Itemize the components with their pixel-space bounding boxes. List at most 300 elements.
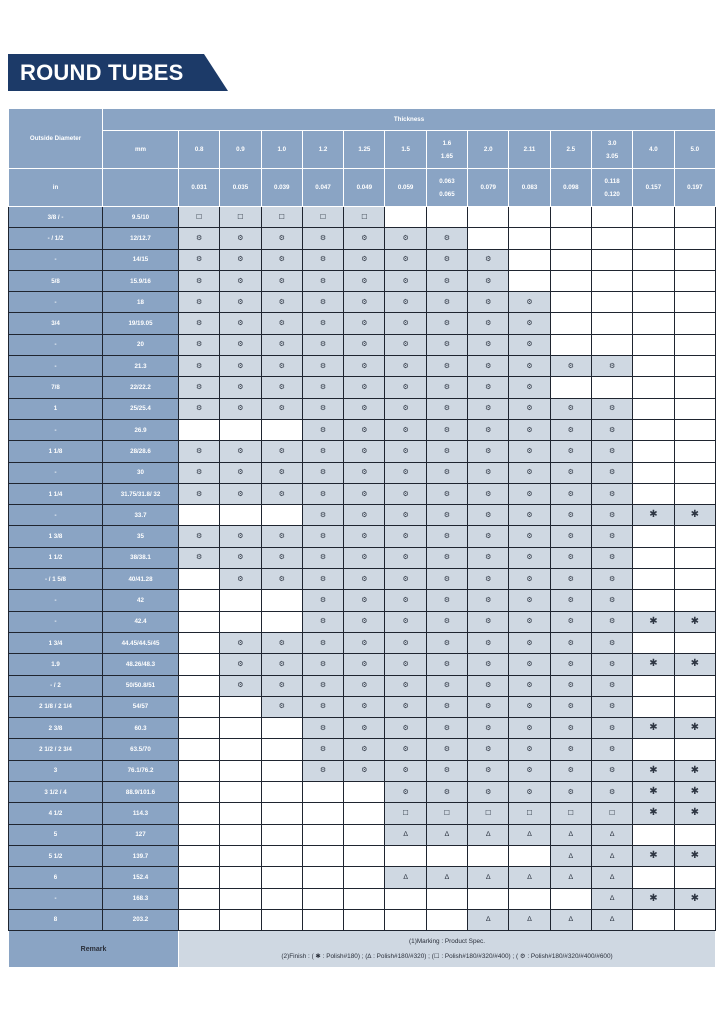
empty-cell [633, 590, 674, 611]
triangle-icon: ∆ [527, 916, 532, 924]
gear-icon: ⚙ [278, 298, 285, 306]
empty-cell [633, 696, 674, 717]
gear-icon: ⚙ [567, 596, 574, 604]
empty-cell [344, 888, 385, 909]
gear-icon: ⚙ [278, 682, 285, 690]
finish-cell [468, 462, 509, 483]
thickness-mm-header-value: 2.0 [483, 146, 493, 153]
finish-cell [385, 292, 426, 313]
gear-icon: ⚙ [237, 533, 244, 541]
gear-icon: ⚙ [608, 490, 616, 498]
empty-cell [302, 909, 343, 930]
row-mm-label: 12/12.7 [103, 228, 179, 249]
in-unit-spacer [103, 169, 179, 207]
row-mm-label: 22/22.2 [103, 377, 179, 398]
row-mm-label: 42.4 [103, 611, 179, 632]
finish-cell [385, 249, 426, 270]
finish-cell [220, 462, 261, 483]
row-inch-label: 1 1/8 [9, 441, 103, 462]
empty-cell [674, 356, 716, 377]
gear-icon: ⚙ [567, 703, 574, 711]
gear-icon: ⚙ [237, 320, 244, 328]
row-inch-label: 1 [9, 398, 103, 419]
table-row [9, 207, 716, 228]
finish-cell [385, 228, 426, 249]
finish-cell [179, 270, 220, 291]
empty-cell [674, 419, 716, 440]
gear-icon: ⚙ [402, 447, 409, 455]
row-inch-label: - [9, 590, 103, 611]
star-icon: ✱ [690, 764, 699, 776]
finish-cell [179, 526, 220, 547]
empty-cell [468, 228, 509, 249]
gear-icon: ⚙ [319, 575, 327, 583]
empty-cell [220, 611, 261, 632]
gear-icon: ⚙ [608, 596, 616, 604]
empty-cell [220, 590, 261, 611]
star-icon: ✱ [649, 509, 658, 521]
gear-icon: ⚙ [361, 490, 368, 498]
empty-cell [633, 547, 674, 568]
finish-cell [344, 228, 385, 249]
finish-cell [385, 760, 426, 781]
gear-icon: ⚙ [237, 256, 244, 264]
empty-cell [385, 207, 426, 228]
gear-icon: ⚙ [526, 426, 533, 434]
finish-cell [591, 547, 632, 568]
finish-cell [550, 803, 591, 824]
table-row [9, 505, 716, 526]
finish-cell [261, 249, 302, 270]
finish-cell [302, 760, 343, 781]
star-icon: ✱ [690, 722, 699, 734]
empty-cell [591, 313, 632, 334]
finish-cell [591, 356, 632, 377]
finish-cell [261, 356, 302, 377]
gear-icon: ⚙ [278, 277, 285, 285]
empty-cell [674, 292, 716, 313]
gear-icon: ⚙ [278, 554, 285, 562]
finish-cell [591, 505, 632, 526]
finish-cell [426, 867, 467, 888]
row-inch-label: 6 [9, 867, 103, 888]
finish-cell [674, 782, 716, 803]
gear-icon: ⚙ [361, 277, 368, 285]
gear-icon: ⚙ [567, 788, 574, 796]
thickness-in-header-value: 0.049 [356, 184, 373, 191]
row-inch-label: - / 2 [9, 675, 103, 696]
empty-cell [179, 718, 220, 739]
triangle-icon: ∆ [486, 831, 491, 839]
row-mm-label: 42 [103, 590, 179, 611]
empty-cell [468, 207, 509, 228]
gear-icon: ⚙ [485, 660, 492, 668]
finish-cell [385, 547, 426, 568]
gear-icon: ⚙ [278, 469, 285, 477]
gear-icon: ⚙ [361, 724, 368, 732]
finish-cell [220, 270, 261, 291]
thickness-in-header-value: 0.063 [439, 177, 455, 185]
empty-cell [179, 611, 220, 632]
empty-cell [179, 867, 220, 888]
finish-cell [633, 505, 674, 526]
empty-cell [179, 654, 220, 675]
finish-cell [674, 888, 716, 909]
empty-cell [550, 377, 591, 398]
gear-icon: ⚙ [402, 533, 409, 541]
gear-icon: ⚙ [278, 639, 285, 647]
gear-icon: ⚙ [361, 533, 368, 541]
finish-cell [509, 632, 550, 653]
finish-cell [261, 228, 302, 249]
empty-cell [674, 696, 716, 717]
finish-cell [302, 739, 343, 760]
empty-cell [633, 739, 674, 760]
finish-cell [261, 547, 302, 568]
empty-cell [674, 824, 716, 845]
empty-cell [633, 462, 674, 483]
thickness-in-header-value: 0.047 [315, 184, 331, 191]
table-row [9, 739, 716, 760]
finish-cell [591, 611, 632, 632]
row-mm-label: 26.9 [103, 419, 179, 440]
row-mm-label: 19/19.05 [103, 313, 179, 334]
empty-cell [633, 398, 674, 419]
thickness-in-header-value: 0.083 [521, 184, 538, 191]
finish-cell [344, 611, 385, 632]
finish-cell [261, 569, 302, 590]
row-inch-label: - [9, 419, 103, 440]
table-row [9, 270, 716, 291]
gear-icon: ⚙ [319, 277, 327, 285]
empty-cell [633, 419, 674, 440]
gear-icon: ⚙ [402, 362, 409, 370]
triangle-icon: ∆ [486, 873, 491, 881]
thickness-mm-header [179, 131, 220, 169]
gear-icon: ⚙ [402, 575, 409, 583]
finish-cell [633, 611, 674, 632]
gear-icon: ⚙ [278, 384, 285, 392]
gear-icon: ⚙ [361, 426, 368, 434]
empty-cell [633, 867, 674, 888]
empty-cell [633, 270, 674, 291]
gear-icon: ⚙ [278, 362, 285, 370]
gear-icon: ⚙ [237, 554, 244, 562]
star-icon: ✱ [649, 892, 658, 904]
gear-icon: ⚙ [485, 277, 492, 285]
finish-cell [426, 292, 467, 313]
finish-cell [468, 718, 509, 739]
gear-icon: ⚙ [608, 618, 616, 626]
gear-icon: ⚙ [278, 341, 285, 349]
finish-cell [550, 462, 591, 483]
finish-cell [550, 909, 591, 930]
gear-icon: ⚙ [196, 554, 203, 562]
gear-icon: ⚙ [402, 256, 409, 264]
empty-cell [633, 675, 674, 696]
gear-icon: ⚙ [237, 447, 244, 455]
finish-cell [509, 462, 550, 483]
thickness-mm-header-value: 0.8 [194, 146, 204, 153]
gear-icon: ⚙ [402, 596, 409, 604]
finish-cell [385, 377, 426, 398]
finish-cell [550, 398, 591, 419]
triangle-icon: ∆ [609, 831, 615, 839]
gear-icon: ⚙ [196, 384, 203, 392]
square-icon: ☐ [237, 213, 244, 221]
empty-cell [591, 270, 632, 291]
gear-icon: ⚙ [485, 703, 492, 711]
finish-cell [302, 632, 343, 653]
gear-icon: ⚙ [526, 575, 533, 583]
gear-icon: ⚙ [608, 447, 616, 455]
gear-icon: ⚙ [567, 746, 574, 754]
empty-cell [179, 803, 220, 824]
thickness-mm-header-value: 1.5 [401, 146, 410, 153]
finish-cell [220, 356, 261, 377]
gear-icon: ⚙ [443, 384, 451, 392]
finish-cell [591, 675, 632, 696]
finish-cell [179, 292, 220, 313]
gear-icon: ⚙ [319, 724, 327, 732]
empty-cell [220, 505, 261, 526]
empty-cell [633, 292, 674, 313]
gear-icon: ⚙ [319, 554, 327, 562]
finish-cell [261, 632, 302, 653]
table-row [9, 441, 716, 462]
gear-icon: ⚙ [319, 703, 327, 711]
finish-cell [344, 590, 385, 611]
gear-icon: ⚙ [278, 703, 285, 711]
gear-icon: ⚙ [526, 596, 533, 604]
finish-cell [591, 909, 632, 930]
thickness-in-header [385, 169, 426, 207]
gear-icon: ⚙ [485, 447, 492, 455]
gear-icon: ⚙ [319, 298, 327, 306]
remark-text [179, 931, 716, 968]
finish-cell [220, 483, 261, 504]
finish-cell [550, 654, 591, 675]
gear-icon: ⚙ [526, 341, 533, 349]
finish-cell [591, 483, 632, 504]
empty-cell [220, 419, 261, 440]
empty-cell [261, 760, 302, 781]
finish-cell [302, 696, 343, 717]
gear-icon: ⚙ [485, 298, 492, 306]
gear-icon: ⚙ [196, 362, 203, 370]
finish-cell [220, 334, 261, 355]
gear-icon: ⚙ [196, 256, 203, 264]
empty-cell [261, 803, 302, 824]
row-mm-label: 31.75/31.8/ 32 [103, 483, 179, 504]
gear-icon: ⚙ [526, 682, 533, 690]
row-mm-label: 28/28.6 [103, 441, 179, 462]
empty-cell [674, 590, 716, 611]
table-row [9, 718, 716, 739]
finish-cell [385, 718, 426, 739]
gear-icon: ⚙ [608, 405, 616, 413]
finish-cell [179, 462, 220, 483]
row-mm-label: 18 [103, 292, 179, 313]
gear-icon: ⚙ [485, 554, 492, 562]
finish-cell [468, 419, 509, 440]
thickness-in-header-value: 0.059 [397, 184, 414, 191]
gear-icon: ⚙ [402, 341, 409, 349]
gear-icon: ⚙ [319, 596, 327, 604]
gear-icon: ⚙ [526, 618, 533, 626]
gear-icon: ⚙ [443, 724, 451, 732]
thickness-mm-header [261, 131, 302, 169]
finish-cell [344, 270, 385, 291]
finish-cell [426, 334, 467, 355]
row-inch-label: - [9, 611, 103, 632]
finish-cell [509, 313, 550, 334]
star-icon: ✱ [649, 658, 658, 670]
finish-cell [674, 760, 716, 781]
gear-icon: ⚙ [526, 384, 533, 392]
gear-icon: ⚙ [443, 575, 451, 583]
finish-cell [674, 718, 716, 739]
row-mm-label: 203.2 [103, 909, 179, 930]
thickness-in-header [468, 169, 509, 207]
gear-icon: ⚙ [526, 660, 533, 668]
empty-cell [674, 334, 716, 355]
finish-cell [220, 654, 261, 675]
gear-icon: ⚙ [485, 746, 492, 754]
row-inch-label: - [9, 356, 103, 377]
empty-cell [633, 249, 674, 270]
finish-cell [591, 696, 632, 717]
finish-cell [591, 419, 632, 440]
triangle-icon: ∆ [403, 873, 408, 881]
table-row [9, 228, 716, 249]
finish-cell [220, 398, 261, 419]
gear-icon: ⚙ [567, 447, 574, 455]
gear-icon: ⚙ [402, 746, 409, 754]
gear-icon: ⚙ [526, 724, 533, 732]
row-mm-label: 40/41.28 [103, 569, 179, 590]
gear-icon: ⚙ [361, 660, 368, 668]
gear-icon: ⚙ [443, 660, 451, 668]
empty-cell [674, 207, 716, 228]
finish-cell [302, 398, 343, 419]
gear-icon: ⚙ [608, 660, 616, 668]
finish-cell [385, 441, 426, 462]
empty-cell [633, 632, 674, 653]
thickness-mm-header [426, 131, 467, 169]
thickness-in-header [426, 169, 467, 207]
finish-cell [179, 356, 220, 377]
finish-cell [509, 739, 550, 760]
finish-cell [591, 845, 632, 866]
finish-cell [426, 803, 467, 824]
square-icon: ☐ [278, 213, 285, 221]
empty-cell [302, 888, 343, 909]
empty-cell [261, 782, 302, 803]
gear-icon: ⚙ [567, 618, 574, 626]
gear-icon: ⚙ [443, 618, 451, 626]
table-row [9, 419, 716, 440]
finish-cell [385, 654, 426, 675]
thickness-mm-header [344, 131, 385, 169]
finish-cell [261, 654, 302, 675]
gear-icon: ⚙ [526, 554, 533, 562]
empty-cell [674, 228, 716, 249]
gear-icon: ⚙ [402, 426, 409, 434]
table-row [9, 782, 716, 803]
finish-cell [344, 292, 385, 313]
empty-cell [509, 207, 550, 228]
finish-cell [550, 441, 591, 462]
gear-icon: ⚙ [443, 447, 451, 455]
empty-cell [674, 739, 716, 760]
gear-icon: ⚙ [485, 362, 492, 370]
finish-cell [426, 590, 467, 611]
table-row [9, 632, 716, 653]
finish-cell [385, 611, 426, 632]
gear-icon: ⚙ [196, 533, 203, 541]
finish-cell [426, 356, 467, 377]
empty-cell [633, 334, 674, 355]
empty-cell [179, 845, 220, 866]
empty-cell [550, 334, 591, 355]
empty-cell [674, 270, 716, 291]
gear-icon: ⚙ [443, 596, 451, 604]
gear-icon: ⚙ [237, 362, 244, 370]
empty-cell [633, 526, 674, 547]
gear-icon: ⚙ [319, 362, 327, 370]
star-icon: ✱ [649, 850, 658, 862]
empty-cell [344, 824, 385, 845]
row-inch-label: 1 1/4 [9, 483, 103, 504]
finish-cell [468, 398, 509, 419]
finish-cell [468, 590, 509, 611]
gear-icon: ⚙ [402, 703, 409, 711]
row-mm-label: 127 [103, 824, 179, 845]
finish-cell [550, 739, 591, 760]
gear-icon: ⚙ [361, 618, 368, 626]
row-inch-label: 5 [9, 824, 103, 845]
thickness-mm-header-value: 1.65 [440, 152, 453, 160]
thickness-header: Thickness [103, 109, 716, 131]
finish-cell [426, 249, 467, 270]
finish-cell [468, 505, 509, 526]
finish-cell [302, 377, 343, 398]
row-inch-label: 1 3/8 [9, 526, 103, 547]
gear-icon: ⚙ [608, 767, 616, 775]
finish-cell [220, 377, 261, 398]
table-row [9, 611, 716, 632]
empty-cell [344, 867, 385, 888]
finish-cell [302, 313, 343, 334]
row-inch-label: - [9, 292, 103, 313]
finish-cell [179, 377, 220, 398]
finish-cell [633, 782, 674, 803]
thickness-mm-header [220, 131, 261, 169]
finish-cell [344, 526, 385, 547]
row-inch-label: - [9, 249, 103, 270]
thickness-in-header-value: 0.065 [439, 190, 455, 198]
gear-icon: ⚙ [443, 788, 451, 796]
finish-cell [468, 696, 509, 717]
triangle-icon: ∆ [609, 895, 615, 903]
gear-icon: ⚙ [361, 298, 368, 306]
gear-icon: ⚙ [402, 682, 409, 690]
gear-icon: ⚙ [443, 533, 451, 541]
finish-cell [302, 718, 343, 739]
empty-cell [674, 462, 716, 483]
gear-icon: ⚙ [237, 490, 244, 498]
